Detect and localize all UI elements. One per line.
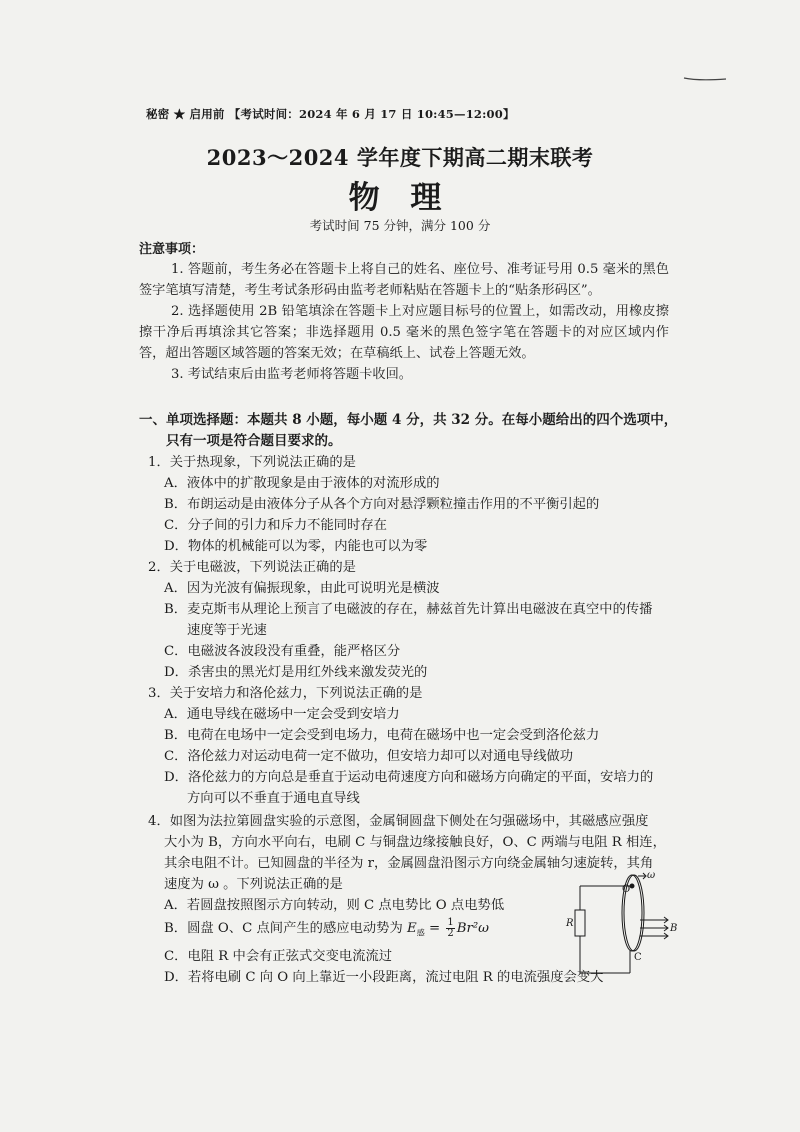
confidential-line: 秘密 ★ 启用前 【考试时间：2024 年 6 月 17 日 10:45—12:00】 bbox=[146, 107, 515, 121]
emf-fraction bbox=[446, 918, 454, 939]
question-2-option-b-cont: 速度等于光速 bbox=[187, 623, 267, 638]
notice-heading: 注意事项： bbox=[139, 242, 205, 257]
question-1-option-b: B．布朗运动是由液体分子从各个方向对悬浮颗粒撞击作用的不平衡引起的 bbox=[164, 497, 600, 512]
pen-stroke-mark bbox=[683, 76, 727, 82]
emf-equals: = bbox=[428, 921, 441, 936]
emf-fraction-denominator: 2 bbox=[447, 928, 454, 939]
emf-symbol: E bbox=[407, 921, 417, 936]
question-4-stem-line1: 4．如图为法拉第圆盘实验的示意图，金属铜圆盘下侧处在匀强磁场中，其磁感应强度 bbox=[148, 814, 649, 829]
label-b: B bbox=[670, 923, 678, 934]
section-heading-line2: 只有一项是符合题目要求的。 bbox=[166, 433, 342, 449]
question-2-stem: 2．关于电磁波，下列说法正确的是 bbox=[148, 560, 356, 575]
question-1-option-c: C．分子间的引力和斥力不能同时存在 bbox=[164, 518, 387, 533]
question-2-option-b: B．麦克斯韦从理论上预言了电磁波的存在，赫兹首先计算出电磁波在真空中的传播 bbox=[164, 602, 653, 617]
question-1-option-a: A．液体中的扩散现象是由于液体的对流形成的 bbox=[164, 476, 440, 491]
question-3-option-b: B．电荷在电场中一定会受到电场力，电荷在磁场中也一定会受到洛伦兹力 bbox=[164, 728, 600, 743]
question-4-option-a: A．若圆盘按照图示方向转动，则 C 点电势比 O 点电势低 bbox=[164, 898, 505, 913]
question-2-option-c: C．电磁波各波段没有重叠，能严格区分 bbox=[164, 644, 401, 659]
emf-tail: Br²ω bbox=[456, 921, 490, 936]
question-1-option-d: D．物体的机械能可以为零，内能也可以为零 bbox=[164, 539, 428, 554]
question-4-stem-line4: 速度为 ω 。下列说法正确的是 bbox=[164, 877, 343, 892]
notice-item-2: 2. 选择题使用 2B 铅笔填涂在答题卡上对应题目标号的位置上，如需改动，用橡皮擦擦干净后再填涂其它答案；非选择题用 0.5 毫米的黑色签字笔在答题卡的对应区域内作答，超出答题区域答题的答案无效；在草稿纸上、试卷上答题无效。 bbox=[139, 304, 669, 361]
label-r: R bbox=[566, 918, 574, 929]
question-3-option-a: A．通电导线在磁场中一定会受到安培力 bbox=[164, 707, 400, 722]
question-4-option-c: C．电阻 R 中会有正弦式交变电流流过 bbox=[164, 949, 393, 964]
subject-title: 物 理 bbox=[348, 180, 452, 216]
question-4-option-d: D．若将电刷 C 向 O 向上靠近一小段距离，流过电阻 R 的电流强度会变大 bbox=[164, 970, 604, 985]
question-3-option-c: C．洛伦兹力对运动电荷一定不做功，但安培力却可以对通电导线做功 bbox=[164, 749, 574, 764]
question-4-option-b-text: B．圆盘 O、C 点间产生的感应电动势为 bbox=[164, 921, 403, 936]
label-omega: ω bbox=[647, 870, 656, 881]
emf-fraction-numerator: 1 bbox=[447, 917, 454, 928]
notice-item-3: 3. 考试结束后由监考老师将答题卡收回。 bbox=[171, 367, 412, 382]
faraday-disk-figure bbox=[566, 858, 685, 978]
question-2-option-d: D．杀害虫的黑光灯是用红外线来激发荧光的 bbox=[164, 665, 428, 680]
question-4-stem-line2: 大小为 B，方向水平向右，电刷 C 与铜盘边缘接触良好，O、C 两端与电阻 R 相连， bbox=[164, 835, 666, 850]
label-o: O bbox=[622, 884, 631, 895]
exam-title: 2023～2024 学年度下期高二期末联考 bbox=[206, 145, 594, 170]
question-3-stem: 3．关于安培力和洛伦兹力，下列说法正确的是 bbox=[148, 686, 423, 701]
label-c: C bbox=[634, 952, 642, 963]
resistor bbox=[575, 910, 585, 936]
emf-subscript: 感 bbox=[416, 928, 425, 938]
question-2-option-a: A．因为光波有偏振现象，由此可说明光是横波 bbox=[164, 581, 440, 596]
question-4-stem-line3: 其余电阻不计。已知圆盘的半径为 r，金属圆盘沿图示方向绕金属轴匀速旋转，其角 bbox=[164, 856, 654, 871]
question-3-option-d: D．洛伦兹力的方向总是垂直于运动电荷速度方向和磁场方向确定的平面，安培力的 bbox=[164, 770, 654, 785]
question-1-stem: 1．关于热现象，下列说法正确的是 bbox=[148, 455, 356, 470]
question-4-option-b bbox=[164, 918, 489, 944]
notice-item-1: 1. 答题前，考生务必在答题卡上将自己的姓名、座位号、准考证号用 0.5 毫米的黑色签字笔填写清楚，考生考试条形码由监考老师粘贴在答题卡上的“贴条形码区”。 bbox=[139, 262, 669, 298]
exam-info: 考试时间 75 分钟，满分 100 分 bbox=[309, 218, 491, 233]
section-heading bbox=[139, 410, 679, 452]
question-3-option-d-cont: 方向可以不垂直于通电直导线 bbox=[187, 791, 360, 806]
section-heading-line1: 一、单项选择题：本题共 8 小题，每小题 4 分，共 32 分。在每小题给出的四个选项中， bbox=[139, 412, 678, 428]
